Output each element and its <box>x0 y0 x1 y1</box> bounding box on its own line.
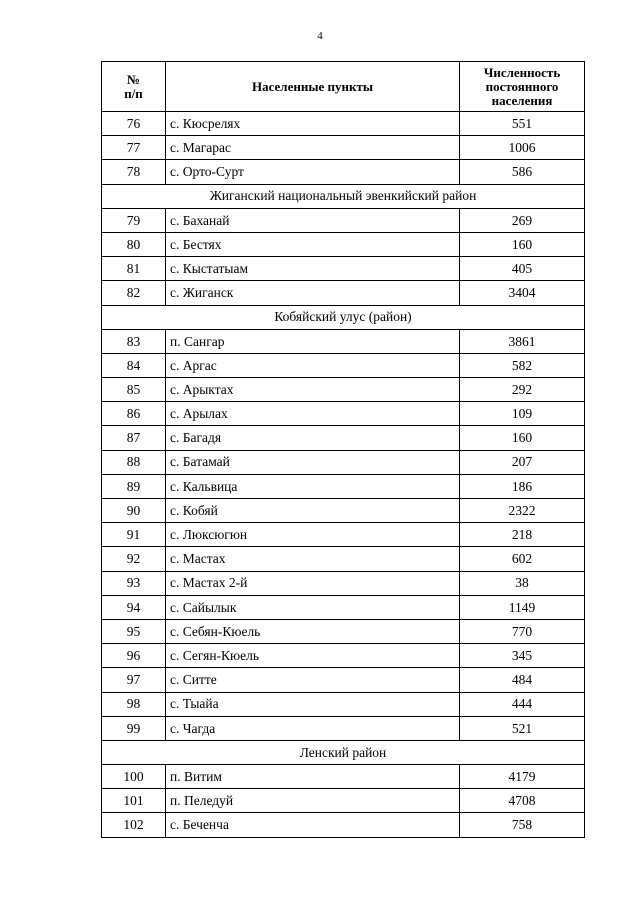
settlement-name: с. Тыайа <box>166 692 460 716</box>
settlement-name: с. Кыстатыам <box>166 257 460 281</box>
row-number: 101 <box>102 789 166 813</box>
table-body <box>102 112 585 838</box>
settlement-name: с. Магарас <box>166 136 460 160</box>
table-row <box>102 281 585 305</box>
population-value: 160 <box>460 426 585 450</box>
table-row <box>102 765 585 789</box>
region-title: Жиганский национальный эвенкийский район <box>102 184 585 208</box>
settlement-name: с. Арыктах <box>166 378 460 402</box>
population-value: 3404 <box>460 281 585 305</box>
population-value: 218 <box>460 523 585 547</box>
row-number: 77 <box>102 136 166 160</box>
table-row <box>102 353 585 377</box>
row-number: 88 <box>102 450 166 474</box>
table-row <box>102 716 585 740</box>
header-num <box>102 62 166 112</box>
settlement-name: с. Жиганск <box>166 281 460 305</box>
table-row <box>102 232 585 256</box>
row-number: 98 <box>102 692 166 716</box>
table-row <box>102 789 585 813</box>
settlement-name: с. Люксюгюн <box>166 523 460 547</box>
table-row <box>102 619 585 643</box>
settlement-name: с. Ситте <box>166 668 460 692</box>
region-row <box>102 740 585 764</box>
header-population <box>460 62 585 112</box>
row-number: 89 <box>102 474 166 498</box>
settlement-name: с. Багадя <box>166 426 460 450</box>
row-number: 95 <box>102 619 166 643</box>
row-number: 93 <box>102 571 166 595</box>
settlement-name: с. Орто-Сурт <box>166 160 460 184</box>
settlement-name: п. Витим <box>166 765 460 789</box>
settlement-name: п. Пеледуй <box>166 789 460 813</box>
population-value: 586 <box>460 160 585 184</box>
population-value: 38 <box>460 571 585 595</box>
settlement-name: с. Чагда <box>166 716 460 740</box>
table-row <box>102 112 585 136</box>
population-value: 3861 <box>460 329 585 353</box>
population-value: 1149 <box>460 595 585 619</box>
settlement-name: с. Кобяй <box>166 499 460 523</box>
population-value: 405 <box>460 257 585 281</box>
table-row <box>102 378 585 402</box>
row-number: 81 <box>102 257 166 281</box>
settlement-name: с. Батамай <box>166 450 460 474</box>
settlement-name: с. Арылах <box>166 402 460 426</box>
population-value: 345 <box>460 644 585 668</box>
row-number: 83 <box>102 329 166 353</box>
settlement-name: п. Сангар <box>166 329 460 353</box>
population-value: 269 <box>460 208 585 232</box>
population-value: 4708 <box>460 789 585 813</box>
settlement-name: с. Кюсрелях <box>166 112 460 136</box>
row-number: 84 <box>102 353 166 377</box>
table-row <box>102 547 585 571</box>
table-row <box>102 474 585 498</box>
population-value: 521 <box>460 716 585 740</box>
population-value: 444 <box>460 692 585 716</box>
region-row <box>102 184 585 208</box>
row-number: 99 <box>102 716 166 740</box>
table-row <box>102 692 585 716</box>
population-value: 1006 <box>460 136 585 160</box>
population-value: 602 <box>460 547 585 571</box>
table-row <box>102 160 585 184</box>
table-row <box>102 523 585 547</box>
table-row <box>102 426 585 450</box>
header-num-label: № п/п <box>124 71 143 101</box>
row-number: 86 <box>102 402 166 426</box>
table-row <box>102 668 585 692</box>
settlement-name: с. Беченча <box>166 813 460 837</box>
row-number: 82 <box>102 281 166 305</box>
table-row <box>102 450 585 474</box>
population-value: 551 <box>460 112 585 136</box>
population-value: 758 <box>460 813 585 837</box>
table-header-row <box>102 62 585 112</box>
header-population-label: Численность постоянного населения <box>483 64 561 108</box>
table-row <box>102 571 585 595</box>
population-value: 292 <box>460 378 585 402</box>
row-number: 79 <box>102 208 166 232</box>
row-number: 94 <box>102 595 166 619</box>
row-number: 100 <box>102 765 166 789</box>
row-number: 96 <box>102 644 166 668</box>
settlements-table <box>101 61 585 838</box>
population-value: 4179 <box>460 765 585 789</box>
population-value: 582 <box>460 353 585 377</box>
header-name-label: Населенные пункты <box>251 78 374 94</box>
settlement-name: с. Сегян-Кюель <box>166 644 460 668</box>
table-row <box>102 136 585 160</box>
region-title: Ленский район <box>102 740 585 764</box>
settlement-name: с. Аргас <box>166 353 460 377</box>
row-number: 97 <box>102 668 166 692</box>
row-number: 80 <box>102 232 166 256</box>
population-value: 109 <box>460 402 585 426</box>
region-row <box>102 305 585 329</box>
population-value: 2322 <box>460 499 585 523</box>
header-name <box>166 62 460 112</box>
population-value: 770 <box>460 619 585 643</box>
page-number: 4 <box>317 30 323 42</box>
settlement-name: с. Себян-Кюель <box>166 619 460 643</box>
settlement-name: с. Кальвица <box>166 474 460 498</box>
population-value: 160 <box>460 232 585 256</box>
region-title: Кобяйский улус (район) <box>102 305 585 329</box>
row-number: 87 <box>102 426 166 450</box>
settlement-name: с. Сайылык <box>166 595 460 619</box>
row-number: 91 <box>102 523 166 547</box>
settlement-name: с. Баханай <box>166 208 460 232</box>
table-row <box>102 257 585 281</box>
table-row <box>102 813 585 837</box>
population-value: 484 <box>460 668 585 692</box>
settlement-name: с. Мастах <box>166 547 460 571</box>
table-row <box>102 402 585 426</box>
table-row <box>102 208 585 232</box>
row-number: 78 <box>102 160 166 184</box>
row-number: 92 <box>102 547 166 571</box>
settlement-name: с. Бестях <box>166 232 460 256</box>
table-row <box>102 595 585 619</box>
row-number: 85 <box>102 378 166 402</box>
table-row <box>102 499 585 523</box>
table-row <box>102 329 585 353</box>
row-number: 90 <box>102 499 166 523</box>
population-value: 207 <box>460 450 585 474</box>
row-number: 76 <box>102 112 166 136</box>
row-number: 102 <box>102 813 166 837</box>
population-value: 186 <box>460 474 585 498</box>
settlement-name: с. Мастах 2-й <box>166 571 460 595</box>
table-row <box>102 644 585 668</box>
